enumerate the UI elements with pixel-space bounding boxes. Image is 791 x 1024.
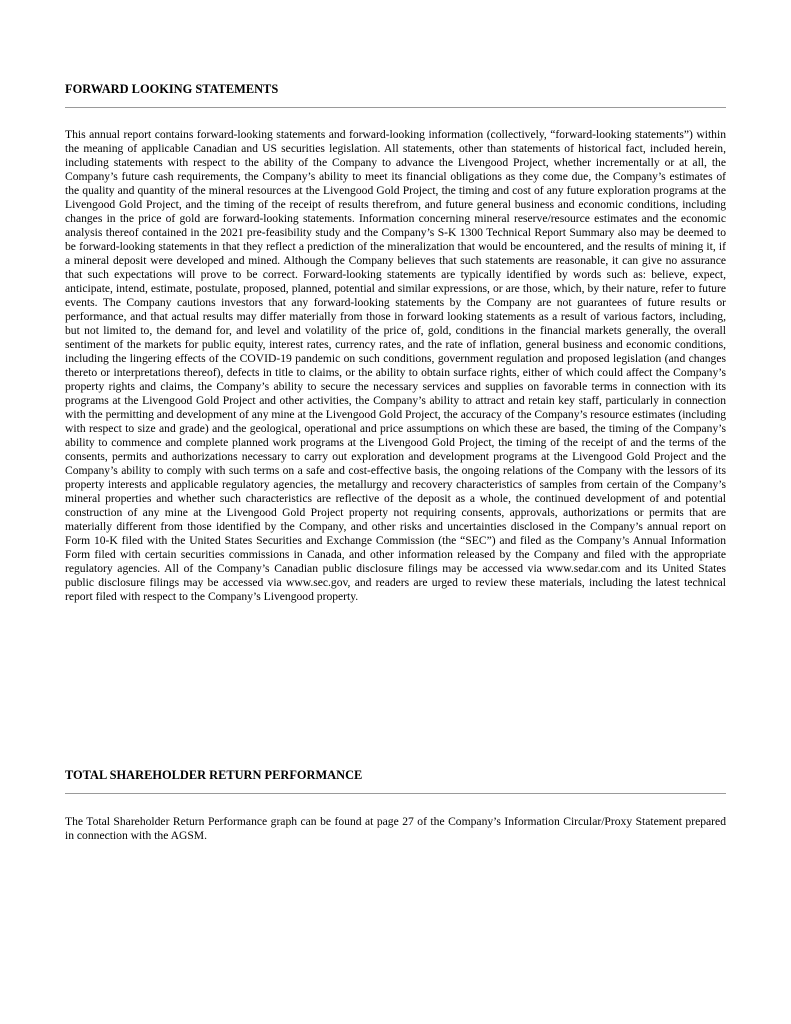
tsr-paragraph: The Total Shareholder Return Performance graph can be found at page 27 of the Company’s Information Circular/Proxy Statement prepared in connection with the AGSM. <box>65 815 726 842</box>
tsr-section <box>65 768 726 843</box>
tsr-heading: TOTAL SHAREHOLDER RETURN PERFORMANCE <box>65 768 363 782</box>
section-divider <box>65 793 726 794</box>
section-divider <box>65 107 726 108</box>
forward-looking-section <box>65 82 726 604</box>
forward-looking-paragraph: This annual report contains forward-looking statements and forward-looking information (collectively, “forward-looking statements”) within the meaning of applicable Canadian and US securities legislation. All statements, other than statements of historical fact, included herein, including statements with respect to the ability of the Company to advance the Livengood Project, whether incrementally or at all, the Company’s future cash requirements, the Company’s ability to meet its financial obligations as they come due, the Company’s estimates of the quality and quantity of the mineral resources at the Livengood Gold Project, the timing and cost of any future exploration programs at the Livengood Gold Project, and the timing of the receipt of results therefrom, and future general business and economic conditions, including changes in the price of gold are forward-looking statements. Information concerning mineral reserve/resource estimates and the economic analysis thereof contained in the 2021 pre-feasibility study and the Company’s S-K 1300 Technical Report Summary also may be deemed to be forward-looking statements in that they reflect a prediction of the mineralization that would be encountered, and the results of mining it, if a mineral deposit were developed and mined. Although the Company believes that such statements are reasonable, it can give no assurance that such expectations will prove to be correct. Forward-looking statements are typically identified by words such as: believe, expect, anticipate, intend, estimate, postulate, proposed, planned, potential and similar expressions, or are those, which, by their nature, refer to future events. The Company cautions investors that any forward-looking statements by the Company are not guarantees of future results or performance, and that actual results may differ materially from those in forward looking statements as a result of various factors, including, but not limited to, the demand for, and level and volatility of the price of, gold, conditions in the financial markets generally, the overall sentiment of the markets for public equity, interest rates, currency rates, and the rate of inflation, general business and economic conditions, including the lingering effects of the COVID-19 pandemic on such conditions, government regulation and proposed legislation (and changes thereto or interpretations thereof), defects in title to claims, or the ability to obtain surface rights, either of which could affect the Company’s property rights and claims, the Company’s ability to secure the necessary services and supplies on favorable terms in connection with its programs at the Livengood Gold Project and other activities, the Company’s ability to attract and retain key staff, particularly in connection with the permitting and development of any mine at the Livengood Gold Project, the accuracy of the Company’s resource estimates (including with respect to size and grade) and the geological, operational and price assumptions on which these are based, the timing of the Company’s ability to commence and complete planned work programs at the Livengood Gold Project, the timing of the receipt of and the terms of the consents, permits and authorizations necessary to carry out exploration and development programs at the Livengood Gold Project and the Company’s ability to comply with such terms on a safe and cost-effective basis, the ongoing relations of the Company with the lessors of its property interests and applicable regulatory agencies, the metallurgy and recovery characteristics of samples from certain of the Company’s mineral properties and whether such characteristics are reflective of the deposit as a whole, the continued development of and potential construction of any mine at the Livengood Gold Project property not requiring consents, approvals, authorizations or permits that are materially different from those identified by the Company, and other risks and uncertainties disclosed in the Company’s annual report on Form 10-K filed with the United States Securities and Exchange Commission (the “SEC”) and filed as the Company’s Annual Information Form filed with certain securities commissions in Canada, and other information released by the Company and filed with the appropriate regulatory agencies. All of the Company’s Canadian public disclosure filings may be accessed via www.sedar.com and its United States public disclosure filings may be accessed via www.sec.gov, and readers are urged to review these materials, including the latest technical report filed with respect to the Company’s Livengood property. <box>65 128 726 603</box>
forward-looking-heading: FORWARD LOOKING STATEMENTS <box>65 82 279 96</box>
